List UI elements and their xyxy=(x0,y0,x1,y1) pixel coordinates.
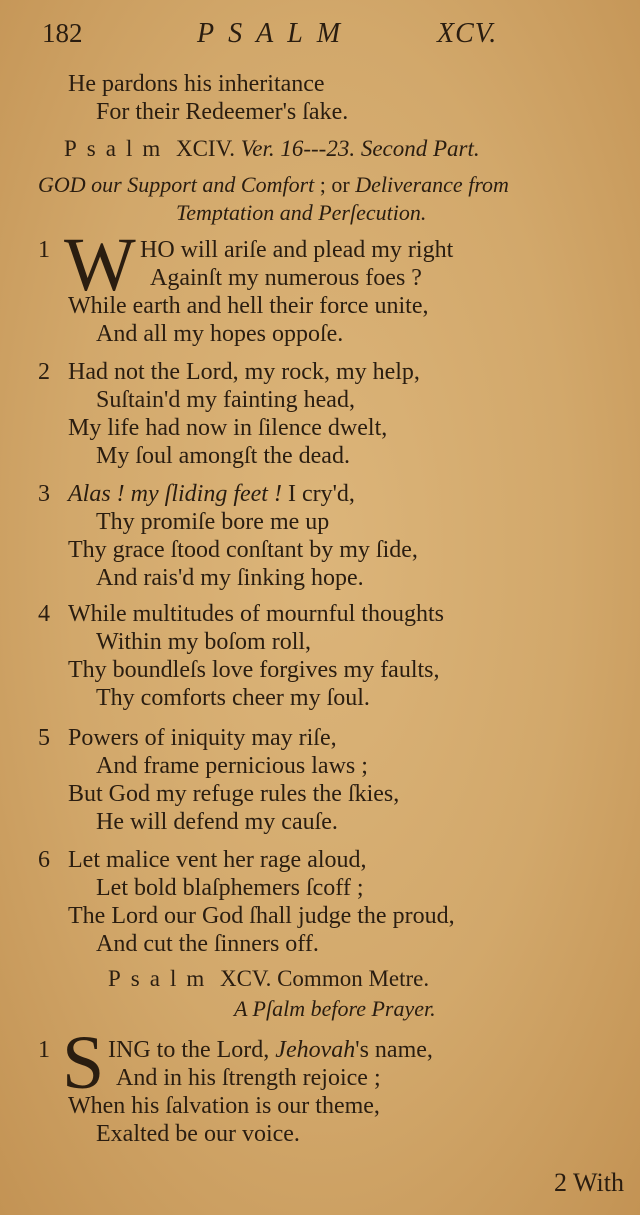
verse-line: Alas ! my ſliding feet ! I cry'd, xyxy=(68,481,355,507)
verse-line: Powers of iniquity may riſe, xyxy=(68,725,337,751)
verse-line: And cut the ſinners off. xyxy=(96,931,319,957)
verse-line: And in his ſtrength rejoice ; xyxy=(116,1065,381,1091)
drop-cap: W xyxy=(64,223,136,307)
verse-line: But God my refuge rules the ſkies, xyxy=(68,781,400,807)
verse-line: And all my hopes oppoſe. xyxy=(96,321,344,347)
verse-number: 2 xyxy=(38,359,50,385)
continuation-line: For their Redeemer's ſake. xyxy=(96,99,349,125)
drop-cap: S xyxy=(62,1021,105,1105)
verse-line: When his ſalvation is our theme, xyxy=(68,1093,380,1119)
verse-line: Thy boundleſs love forgives my faults, xyxy=(68,657,440,683)
verse-line: While multitudes of mournful thoughts xyxy=(68,601,444,627)
catchword: 2 With xyxy=(554,1168,624,1197)
verse-number: 6 xyxy=(38,847,50,873)
verse-line: HO will ariſe and plead my right xyxy=(140,237,454,263)
verse-number: 1 xyxy=(38,1037,50,1063)
verse-line: Let bold blaſphemers ſcoff ; xyxy=(96,875,364,901)
verse-line: ING to the Lord, Jehovah's name, xyxy=(108,1037,433,1063)
verse-line: Within my boſom roll, xyxy=(96,629,312,655)
verse-line: Againſt my numerous foes ? xyxy=(150,265,422,291)
page-number: 182 xyxy=(42,18,83,48)
running-number: XCV. xyxy=(437,18,498,49)
psalm-95-subtitle: A Pſalm before Prayer. xyxy=(234,996,436,1021)
verse-line: And frame pernicious laws ; xyxy=(96,753,368,779)
verse-number: 3 xyxy=(38,481,50,507)
verse-line: Had not the Lord, my rock, my help, xyxy=(68,359,420,385)
verse-line: The Lord our God ſhall judge the proud, xyxy=(68,903,455,929)
verse-line: Exalted be our voice. xyxy=(96,1121,300,1147)
verse-number: 5 xyxy=(38,725,50,751)
psalm-94-subtitle-1: GOD our Support and Comfort ; or Deliverance from xyxy=(38,172,509,197)
verse-line: And rais'd my ſinking hope. xyxy=(96,565,364,591)
verse-line: Suſtain'd my fainting head, xyxy=(96,387,355,413)
psalm-94-heading: Psalm XCIV. Ver. 16---23. Second Part. xyxy=(64,136,480,161)
verse-line: Thy promiſe bore me up xyxy=(96,509,330,535)
verse-number: 1 xyxy=(38,237,50,263)
verse-line: My ſoul amongſt the dead. xyxy=(96,443,350,469)
verse-line: Thy grace ſtood conſtant by my ſide, xyxy=(68,537,418,563)
verse-line: Thy comforts cheer my ſoul. xyxy=(96,685,370,711)
verse-line: Let malice vent her rage aloud, xyxy=(68,847,367,873)
verse-number: 4 xyxy=(38,601,50,627)
page-header xyxy=(42,16,630,56)
running-title: PSALM xyxy=(197,18,355,49)
verse-line: He will defend my cauſe. xyxy=(96,809,338,835)
verse-line: My life had now in ſilence dwelt, xyxy=(68,415,388,441)
psalm-95-heading: Psalm XCV. Common Metre. xyxy=(108,966,430,991)
psalm-94-subtitle-2: Temptation and Perſecution. xyxy=(176,200,427,225)
continuation-line: He pardons his inheritance xyxy=(68,71,325,97)
verse-line: While earth and hell their force unite, xyxy=(68,293,429,319)
